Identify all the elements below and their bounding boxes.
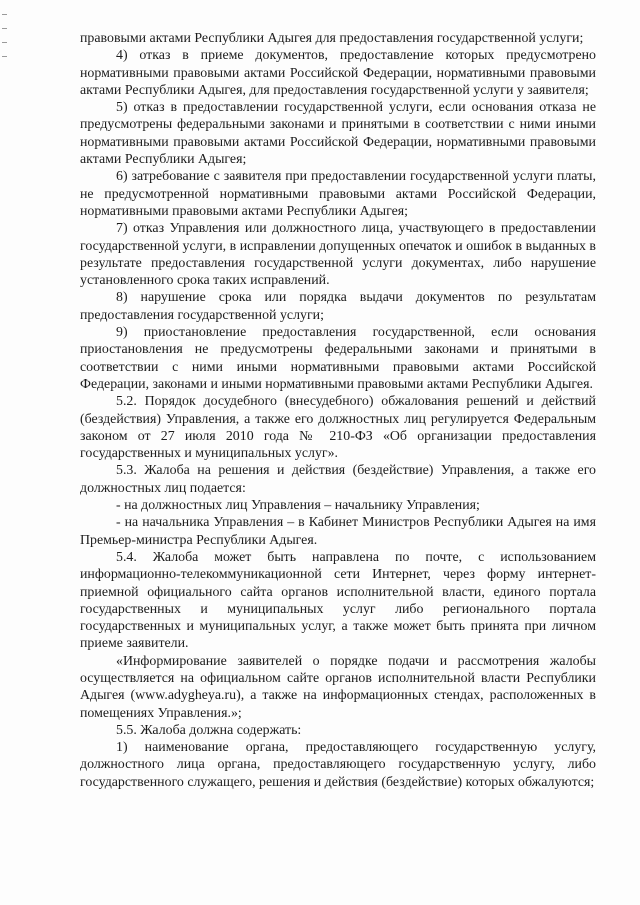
paragraph-5-5: 5.5. Жалоба должна содержать:	[116, 722, 302, 738]
paragraph-5-2: 5.2. Порядок досудебного (внесудебного) обжалования решений и действий (бездействия) Управления, а также его должностных лиц регулируется Федеральным законом от 27 июля 2010 года № 210-ФЗ «Об организации предоставления государственных и муниципальных услуг».	[80, 394, 596, 462]
margin-mark	[2, 56, 7, 57]
paragraph-5-5-item-1: 1) наименование органа, предоставляющего государственную услугу, должностного лица органа, предоставляющего государственную услугу, либо государственного служащего, решения и действия (бездействие) которых обжалуются;	[80, 740, 596, 790]
margin-mark	[2, 28, 7, 29]
paragraph-item-9: 9) приостановление предоставления государственной, если основания приостановления не предусмотрены федеральными законами и принятыми в соответствии с ними иными нормативными правовыми актами Российской Федерации, законами и иными нормативными правовыми актами Республики Адыгея.	[80, 325, 596, 392]
paragraph-informing: «Информирование заявителей о порядке подачи и рассмотрения жалобы осуществляется на официальном сайте органов исполнительной власти Республики Адыгея (www.adygheya.ru), а также на информационных стендах, расположенных в помещениях Управления.»;	[80, 653, 596, 721]
margin-mark	[2, 42, 7, 43]
scan-margin-marks	[2, 14, 12, 70]
paragraph-item-5: 5) отказ в предоставлении государственной услуги, если основания отказа не предусмотрены федеральными законами и принятыми в соответствии с ними иными нормативными правовыми актами Российской Федерации, нормативными правовыми актами Республики Адыгея;	[80, 100, 596, 168]
margin-mark	[2, 14, 7, 15]
document-body	[80, 30, 596, 791]
paragraph-item-4: 4) отказ в приеме документов, предоставление которых предусмотрено нормативными правовыми актами Российской Федерации, нормативными правовыми актами Республики Адыгея, для предоставления государственной услуги у заявителя;	[80, 48, 596, 98]
paragraph-dash-1: - на должностных лиц Управления – начальнику Управления;	[116, 498, 480, 514]
paragraph-5-4: 5.4. Жалоба может быть направлена по почте, с использованием информационно-телекоммуникационной сети Интернет, через форму интернет-приемной официального сайта органов исполнительной власти, единого портала государственных и муниципальных услуг либо регионального портала государственных и муниципальных услуг, а также может быть принята при личном приеме заявители.	[80, 549, 596, 652]
paragraph-item-7: 7) отказ Управления или должностного лица, участвующего в предоставлении государственной услуги, в исправлении допущенных опечаток и ошибок в выданных в результате предоставления государственной услуги документах, либо нарушение установленного срока таких исправлений.	[80, 221, 596, 289]
paragraph-5-3: 5.3. Жалоба на решения и действия (бездействие) Управления, а также его должностных лиц подается:	[80, 463, 596, 496]
paragraph-continuation: правовыми актами Республики Адыгея для предоставления государственной услуги;	[80, 31, 584, 46]
paragraph-dash-2: - на начальника Управления – в Кабинет Министров Республики Адыгея на имя Премьер-министра Республики Адыгея.	[80, 515, 596, 548]
paragraph-item-6: 6) затребование с заявителя при предоставлении государственной услуги платы, не предусмотренной нормативными правовыми актами Российской Федерации, нормативными правовыми актами Республики Адыгея;	[80, 169, 596, 219]
paragraph-item-8: 8) нарушение срока или порядка выдачи документов по результатам предоставления государственной услуги;	[80, 290, 596, 323]
